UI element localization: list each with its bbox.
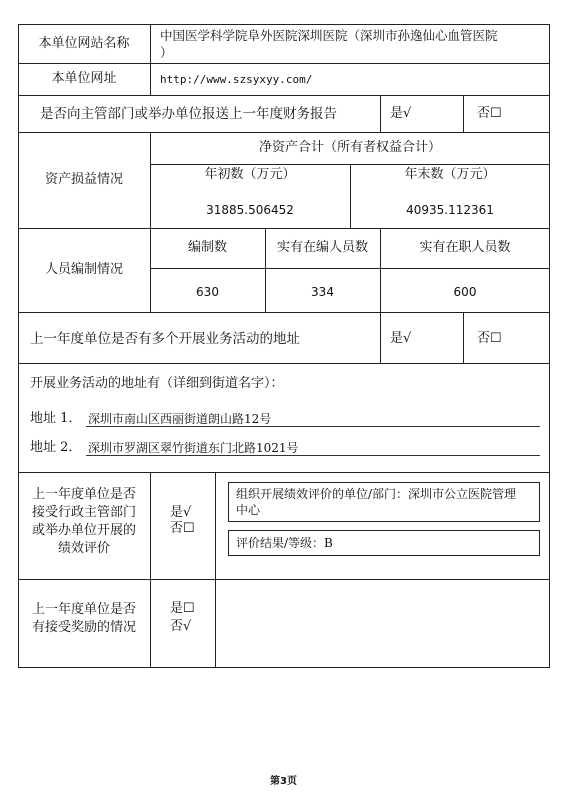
- finance-report-yes: 是√: [390, 106, 412, 121]
- row-line: [18, 132, 550, 133]
- reward-no: 否√: [170, 619, 192, 634]
- performance-question-line4: 绩效评价: [57, 541, 110, 556]
- row-line: [18, 228, 550, 229]
- website-name-value-cont: ）: [160, 45, 173, 60]
- finance-report-no: 否☐: [477, 106, 502, 121]
- col-line: [150, 472, 151, 668]
- address-1-label: 地址 1．: [30, 411, 82, 426]
- finance-report-question: 是否向主管部门或举办单位报送上一年度财务报告: [40, 106, 337, 122]
- performance-org-line1: 组织开展绩效评价的单位/部门：深圳市公立医院管理: [236, 487, 517, 501]
- performance-question-line1: 上一年度单位是否: [31, 487, 136, 502]
- performance-yes: 是√: [170, 505, 192, 520]
- address-1-underline: [86, 426, 540, 427]
- multi-address-yes: 是√: [390, 331, 412, 346]
- staff-val-active: 600: [453, 285, 477, 299]
- website-name-label: 本单位网站名称: [38, 36, 130, 51]
- address-2-underline: [86, 455, 540, 456]
- row-line: [18, 312, 550, 313]
- col-line: [150, 24, 151, 96]
- assets-label: 资产损益情况: [44, 172, 123, 187]
- table-border-right: [549, 24, 550, 668]
- website-url-label: 本单位网址: [51, 71, 117, 86]
- col-line: [463, 95, 464, 133]
- staff-val-quota: 630: [196, 285, 219, 299]
- row-line: [18, 472, 550, 473]
- row-line: [18, 363, 550, 364]
- table-border-top: [18, 24, 550, 25]
- row-line: [150, 268, 550, 269]
- staff-col-quota: 编制数: [187, 240, 227, 255]
- reward-question-line2: 有接受奖励的情况: [31, 620, 136, 635]
- reward-yes: 是☐: [170, 601, 195, 616]
- row-line: [18, 63, 550, 64]
- table-border-left: [18, 24, 19, 668]
- performance-result: 评价结果/等级：B: [236, 536, 333, 550]
- col-line: [380, 312, 381, 364]
- staff-col-onroll: 实有在编人员数: [276, 240, 368, 255]
- col-line: [380, 95, 381, 133]
- performance-question-line3: 或举办单位开展的: [31, 523, 136, 538]
- multi-address-question: 上一年度单位是否有多个开展业务活动的地址: [30, 331, 300, 347]
- performance-question-line2: 接受行政主管部门: [31, 505, 136, 520]
- multi-address-no: 否☐: [477, 331, 502, 346]
- row-line: [18, 579, 550, 580]
- staff-label: 人员编制情况: [44, 262, 123, 277]
- assets-begin-label: 年初数（万元）: [204, 167, 296, 182]
- address-2-label: 地址 2．: [30, 440, 82, 455]
- address-intro: 开展业务活动的地址有（详细到街道名字）：: [30, 376, 284, 391]
- col-line: [463, 312, 464, 364]
- assets-begin-value: 31885.506452: [206, 203, 294, 217]
- address-1-value: 深圳市南山区西丽街道朗山路12号: [88, 412, 272, 426]
- assets-end-label: 年末数（万元）: [404, 167, 496, 182]
- website-url-value: http://www.szsyxyy.com/: [160, 73, 313, 86]
- assets-end-value: 40935.112361: [406, 203, 494, 217]
- performance-no: 否☐: [170, 521, 195, 536]
- staff-col-active: 实有在职人员数: [419, 240, 511, 255]
- table-border-bottom: [18, 667, 550, 668]
- performance-org-line2: 中心: [236, 503, 261, 517]
- col-line: [215, 472, 216, 668]
- page-number: 第3页: [270, 776, 297, 787]
- reward-question-line1: 上一年度单位是否: [31, 602, 136, 617]
- staff-val-onroll: 334: [311, 285, 334, 299]
- website-name-value: 中国医学科学院阜外医院深圳医院（深圳市孙逸仙心血管医院: [160, 28, 498, 43]
- address-2-value: 深圳市罗湖区翠竹街道东门北路1021号: [88, 441, 299, 455]
- assets-header: 净资产合计（所有者权益合计）: [258, 140, 441, 155]
- row-line: [18, 95, 550, 96]
